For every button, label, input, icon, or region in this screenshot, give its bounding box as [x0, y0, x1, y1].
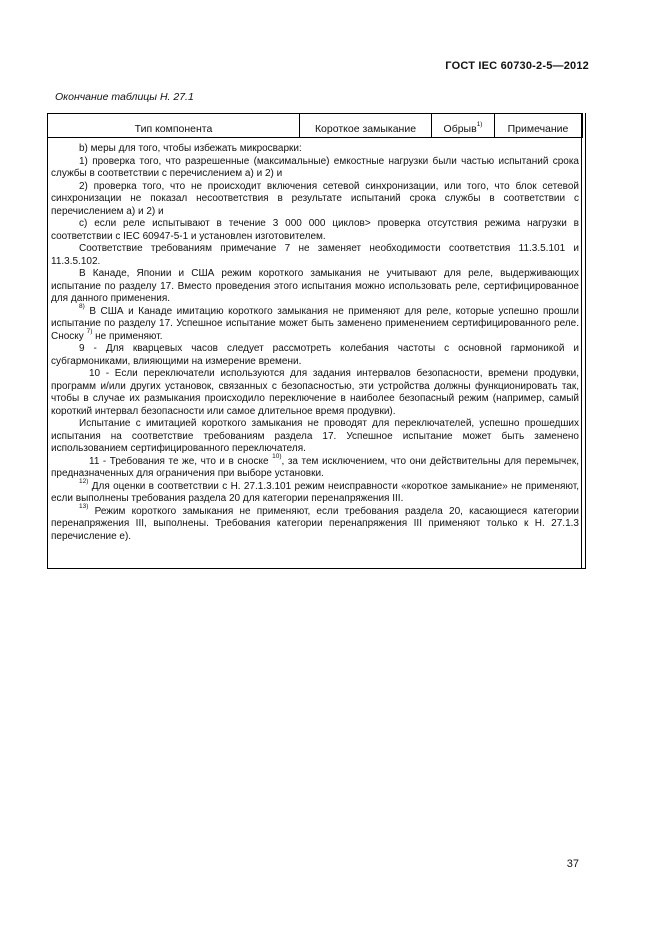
column-header-label: Короткое замыкание — [314, 123, 417, 135]
note-paragraph: 9 - Для кварцевых часов следует рассмотреть колебания частоты с основной гармоникой и субгармониками, влияющими на измерение времени. — [51, 343, 579, 367]
table-h-27-1 — [47, 113, 586, 569]
note-paragraph: 2) проверка того, что не происходит включения сетевой синхронизации, или того, что блок сетевой синхронизации не показал несоответствия в результате испытаний срока службы в соответствии с перечислением a) и 2) и — [51, 180, 579, 217]
footnote-12: $^{12)}$ Для оценки в соответствии с Н. 27.1.3.101 режим неисправности «короткое замыкание» не применяют, если выполнены требования раздела 20 для категории перенапряжения III. — [51, 477, 579, 504]
table-continuation-title: Окончание таблицы Н. 27.1 — [55, 91, 194, 103]
column-header-short-circuit — [300, 114, 432, 137]
column-header-component-type — [48, 114, 300, 137]
table-right-strip — [582, 113, 586, 138]
note-paragraph: Испытание с имитацией короткого замыкания не проводят для переключателей, успешно прошедших испытания на соответствие требованиям раздела 17. Успешное испытание может быть заменено использованием сертифицированного переключателя. — [51, 418, 579, 454]
column-header-label: Примечание — [507, 123, 569, 135]
column-header-note — [495, 114, 581, 137]
footnote-13: $^{13)}$ Режим короткого замыкания не применяют, если требования раздела 20, касающиеся категории перенапряжения III, выполнены. Требования категории перенапряжения III применяют только к Н. 27.1.3 перечисление e). — [51, 502, 579, 542]
column-header-open — [432, 114, 495, 137]
note-paragraph: 10 - Если переключатели используются для задания интервалов безопасности, времени продувки, программ и/или других установок, связанных с безопасностью, эти устройства должны функционировать так, чтобы в случае их размыкания происходило переключение в наиболее безопасный режим (например, самый короткий интервал безопасности или самое длительное время продувки). — [51, 368, 579, 417]
note-paragraph: В Канаде, Японии и США режим короткого замыкания не учитывают для реле, выдерживающих испытание по разделу 17. Вместо проведения этого испытания можно использовать реле, сертифицированное для данного применения. — [51, 268, 579, 304]
note-paragraph: b) меры для того, чтобы избежать микросварки: — [79, 143, 302, 154]
notes-text — [51, 143, 579, 543]
note-paragraph: Соответствие требованиям примечание 7 не заменяет необходимости соответствия 11.3.5.101 и 11.3.5.102. — [51, 243, 579, 267]
table-notes-cell — [47, 138, 582, 569]
standard-id: ГОСТ IEC 60730-2-5—2012 — [445, 60, 589, 72]
page-number: 37 — [566, 858, 579, 870]
table-header-row — [47, 113, 582, 138]
table-right-strip — [582, 138, 586, 569]
note-paragraph-11: 11 - Требования те же, что и в сноске $^{10)}$, за тем исключением, что они действительны для перемычек, предназначенных для ограничения при выборе установки. — [51, 452, 579, 479]
note-paragraph: c) если реле испытывают в течение 3 000 000 циклов> проверка отсутствия режима нагрузки в соответствии с IEC 60947-5-1 и установлен изготовителем. — [51, 218, 579, 242]
footnote-8: $^{8)}$ В США и Канаде имитацию короткого замыкания не применяют для реле, которые успешно прошли испытание по разделу 17. Успешное испытание может быть заменено применением сертифицированного реле. Сноску $^{7)}$ не применяют. — [51, 302, 579, 342]
note-paragraph: 1) проверка того, что разрешенные (максимальные) емкостные нагрузки были частью испытаний срока службы в соответствии с перечислением a) и 2) и — [51, 155, 579, 179]
column-header-label: Тип компонента — [134, 123, 213, 135]
column-header-label: Обрыв$^{1)}$ — [443, 121, 483, 135]
